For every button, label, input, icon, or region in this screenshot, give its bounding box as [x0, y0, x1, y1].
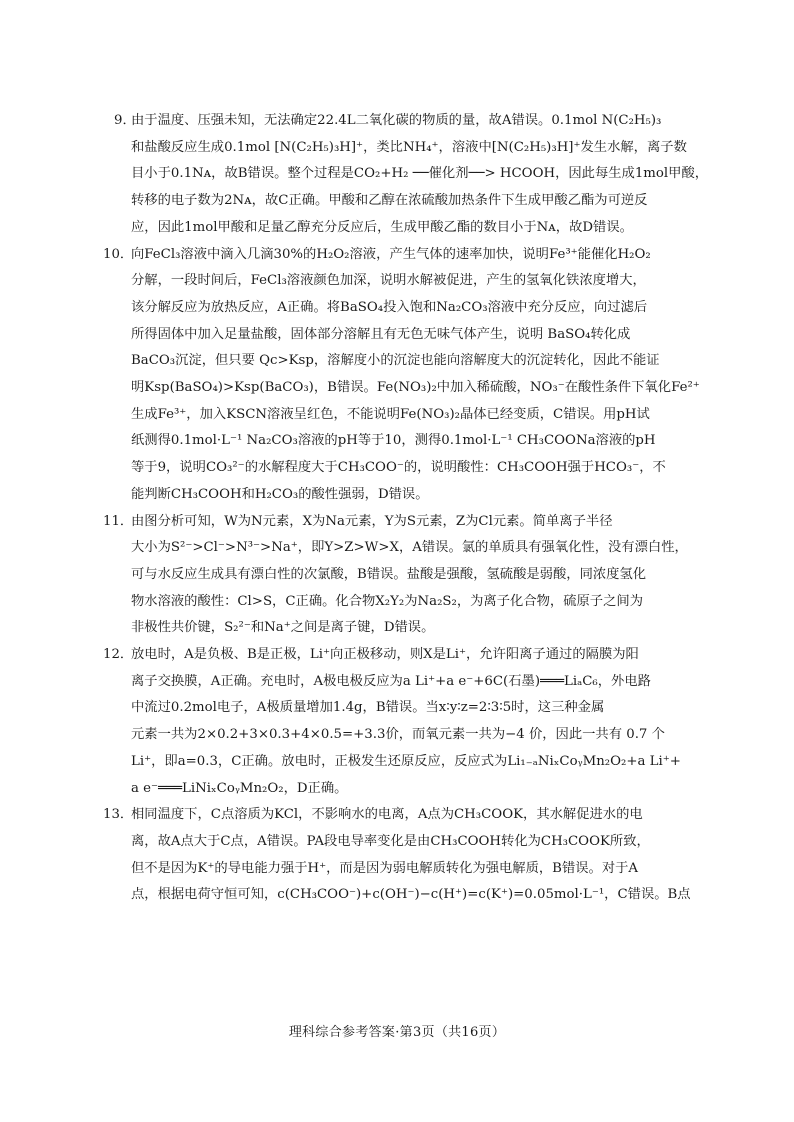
text-line: 所得固体中加入足量盐酸，固体部分溶解且有无色无味气体产生，说明 BaSO₄转化成: [131, 326, 631, 342]
text-line: 大小为S²⁻>Cl⁻>N³⁻>Na⁺，即Y>Z>W>X，A错误。氯的单质具有强氧化性，没有漂白性，: [131, 540, 688, 556]
text-line: 由于温度、压强未知，无法确定22.4L二氧化碳的物质的量，故A错误。0.1mol N(C₂H₅)₃: [131, 113, 662, 128]
answer-item-10: [103, 242, 700, 509]
item-number: 9．: [114, 113, 136, 128]
text-line: 离，故A点大于C点，A错误。PA段电导率变化是由CH₃COOH转化为CH₃COOK所致，: [131, 833, 650, 849]
text-line: 明Ksp(BaSO₄)>Ksp(BaCO₃)，B错误。Fe(NO₃)₂中加入稀硫酸，NO₃⁻在酸性条件下氧化Fe²⁺: [131, 380, 700, 396]
item-number: 13．: [103, 807, 134, 823]
text-line: 目小于0.1Nᴀ，故B错误。整个过程是CO₂+H₂ ──催化剂──> HCOOH，因此每生成1mol甲酸，: [131, 166, 709, 182]
text-line: 点，根据电荷守恒可知，c(CH₃COO⁻)+c(OH⁻)−c(H⁺)=c(K⁺)=0.05mol·L⁻¹，C错误。B点: [131, 887, 691, 903]
text-line: BaCO₃沉淀，但只要 Qc>Ksp，溶解度小的沉淀也能向溶解度大的沉淀转化，因此不能证: [131, 353, 660, 369]
page-footer: 理科综合参考答案·第3页（共16页）: [288, 1025, 506, 1040]
item-number: 10．: [103, 246, 134, 262]
text-line: 转移的电子数为2Nᴀ，故C正确。甲酸和乙醇在浓硫酸加热条件下生成甲酸乙酯为可逆反: [131, 193, 648, 209]
text-line: 元素一共为2×0.2+3×0.3+4×0.5=+3.3价，而氧元素一共为−4 价，因此一共有 0.7 个: [131, 727, 665, 743]
text-line: 可与水反应生成具有漂白性的次氯酸，B错误。盐酸是强酸，氢硫酸是弱酸，同浓度氢化: [131, 566, 647, 582]
text-line: 由图分析可知，W为N元素，X为Na元素，Y为S元素，Z为Cl元素。简单离子半径: [131, 513, 613, 529]
text-line: 中流过0.2mol电子，A极质量增加1.4g，B错误。当x∶y∶z=2∶3∶5时，这三种金属: [131, 700, 605, 716]
text-line: 放电时，A是负极、B是正极，Li⁺向正极移动，则X是Li⁺，允许阳离子通过的隔膜为阳: [131, 647, 639, 663]
text-line: a e⁻═══LiNiₓCoᵧMn₂O₂，D正确。: [131, 780, 348, 796]
text-line: 能判断CH₃COOH和H₂CO₃的酸性强弱，D错误。: [131, 486, 429, 502]
text-line: 物水溶液的酸性：Cl>S，C正确。化合物X₂Y₂为Na₂S₂，为离子化合物，硫原子之间为: [131, 593, 643, 609]
text-line: Li⁺，即a=0.3，C正确。放电时，正极发生还原反应，反应式为Li₁₋ₐNiₓCoᵧMn₂O₂+a Li⁺+: [131, 753, 681, 769]
answer-item-12: [103, 642, 686, 802]
text-line: 但不是因为K⁺的导电能力强于H⁺，而是因为弱电解质转化为强电解质，B错误。对于A: [131, 860, 639, 876]
text-line: 等于9，说明CO₃²⁻的水解程度大于CH₃COO⁻的，说明酸性：CH₃COOH强于HCO₃⁻，不: [131, 460, 666, 476]
text-line: 向FeCl₃溶液中滴入几滴30%的H₂O₂溶液，产生气体的速率加快，说明Fe³⁺能催化H₂O₂: [131, 246, 651, 262]
text-line: 离子交换膜，A正确。充电时，A极电极反应为a Li⁺+a e⁻+6C(石墨)═══LiₐC₆，外电路: [131, 673, 651, 689]
text-line: 该分解反应为放热反应，A正确。将BaSO₄投入饱和Na₂CO₃溶液中充分反应，向过滤后: [131, 299, 648, 315]
answer-item-9: [114, 108, 709, 242]
text-line: 和盐酸反应生成0.1mol [N(C₂H₅)₃H]⁺，类比NH₄⁺，溶液中[N(C₂H₅)₃H]⁺发生水解，离子数: [131, 139, 687, 155]
text-line: 非极性共价键，S₂²⁻和Na⁺之间是离子键，D错误。: [131, 620, 435, 636]
answer-item-11: [103, 509, 686, 643]
item-number: 12．: [103, 647, 134, 663]
text-line: 纸测得0.1mol·L⁻¹ Na₂CO₃溶液的pH等于10，测得0.1mol·L⁻¹ CH₃COONa溶液的pH: [131, 433, 656, 449]
text-line: 相同温度下，C点溶质为KCl，不影响水的电离，A点为CH₃COOK，其水解促进水的电: [131, 807, 643, 823]
answer-item-13: [103, 802, 691, 909]
item-number: 11．: [103, 513, 134, 529]
text-line: 生成Fe³⁺，加入KSCN溶液呈红色，不能说明Fe(NO₃)₂晶体已经变质，C错误。用pH试: [131, 406, 650, 422]
text-line: 应，因此1mol甲酸和足量乙醇充分反应后，生成甲酸乙酯的数目小于Nᴀ，故D错误。: [131, 219, 633, 235]
text-line: 分解，一段时间后，FeCl₃溶液颜色加深，说明水解被促进，产生的氢氧化铁浓度增大，: [131, 273, 646, 289]
